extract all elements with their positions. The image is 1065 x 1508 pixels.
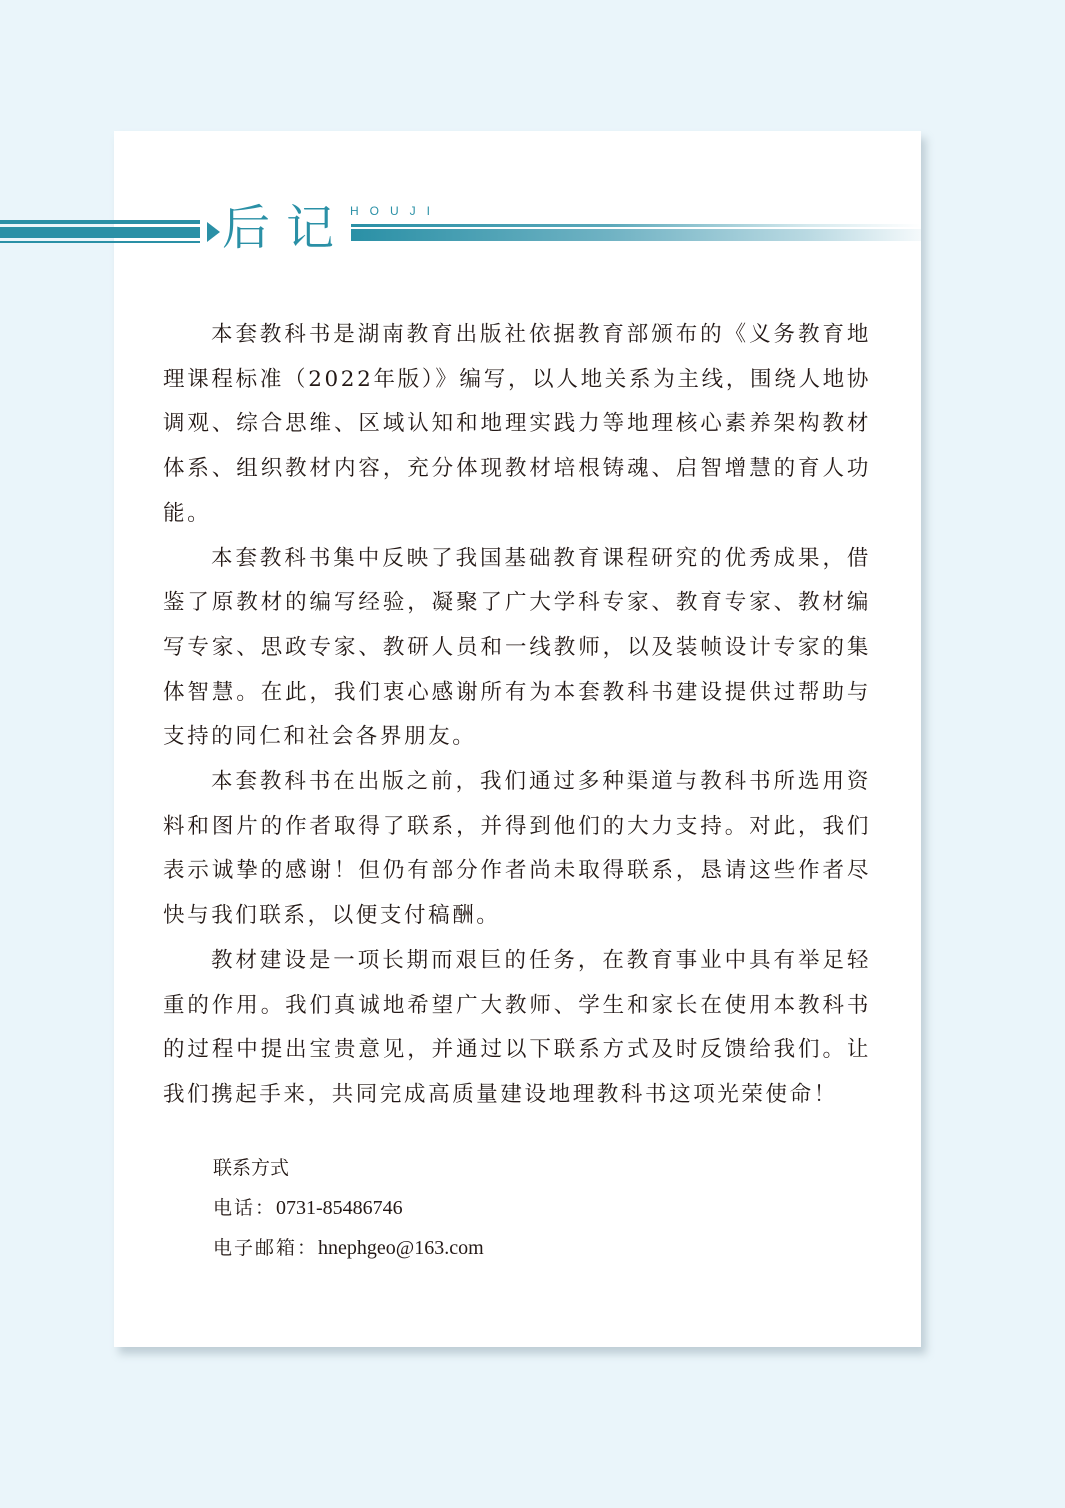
email-address: hnephgeo@163.com <box>318 1237 484 1259</box>
paragraph: 本套教科书集中反映了我国基础教育课程研究的优秀成果，借鉴了原教材的编写经验，凝聚了广大学科专家、教育专家、教材编写专家、思政专家、教研人员和一线教师，以及装帧设计专家的集体智慧。在此，我们衷心感谢所有为本套教科书建设提供过帮助与支持的同仁和社会各界朋友。 <box>163 545 871 750</box>
title-bar-right-thin <box>351 224 921 227</box>
page-title-pinyin: HOUJI <box>350 204 441 218</box>
title-bar-left <box>0 227 200 238</box>
title-bar-left-thin <box>0 220 200 224</box>
page-title: 后记 <box>222 200 351 256</box>
arrow-right-icon <box>207 222 220 242</box>
title-banner <box>0 196 921 266</box>
paragraph: 本套教科书是湖南教育出版社依据教育部颁布的《义务教育地理课程标准（2022年版）》编写，以人地关系为主线，围绕人地协调观、综合思维、区域认知和地理实践力等地理核心素养架构教材体系、组织教材内容，充分体现教材培根铸魂、启智增慧的育人功能。 <box>163 322 871 526</box>
title-bar-right <box>351 229 921 241</box>
contact-phone-line <box>213 1188 484 1228</box>
afterword-body <box>163 313 871 1118</box>
phone-label: 电话： <box>213 1197 277 1219</box>
contact-section <box>213 1148 484 1268</box>
email-label: 电子邮箱： <box>213 1237 319 1259</box>
contact-email-line <box>213 1228 484 1268</box>
paragraph: 教材建设是一项长期而艰巨的任务，在教育事业中具有举足轻重的作用。我们真诚地希望广大教师、学生和家长在使用本教科书的过程中提出宝贵意见，并通过以下联系方式及时反馈给我们。让我们携起手来，共同完成高质量建设地理教科书这项光荣使命！ <box>163 947 871 1107</box>
paragraph: 本套教科书在出版之前，我们通过多种渠道与教科书所选用资料和图片的作者取得了联系，并得到他们的大力支持。对此，我们表示诚挚的感谢！但仍有部分作者尚未取得联系，恳请这些作者尽快与我们联系，以便支付稿酬。 <box>163 769 871 929</box>
contact-heading: 联系方式 <box>213 1157 290 1179</box>
phone-number: 0731-85486746 <box>276 1197 403 1219</box>
title-bar-left-underline <box>0 241 200 243</box>
